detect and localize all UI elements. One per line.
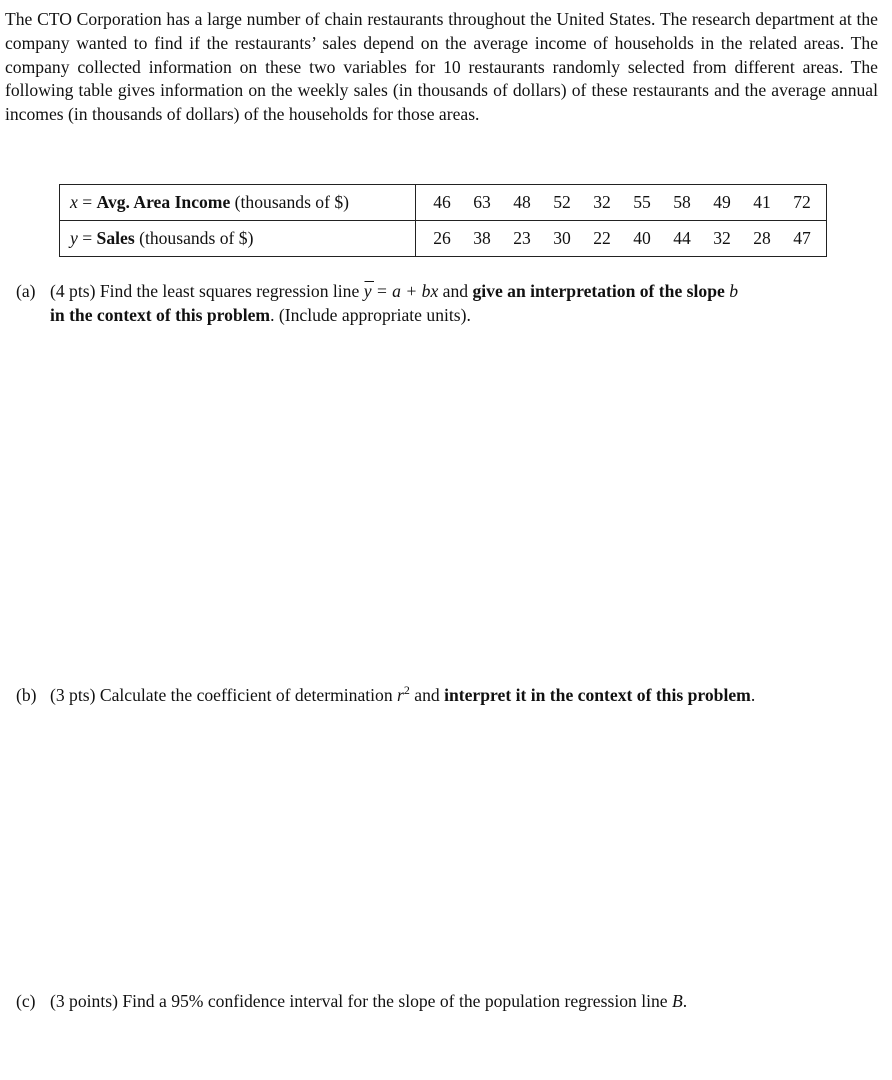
- question-a-marker: (a): [16, 281, 36, 301]
- question-b-marker: (b): [16, 685, 37, 705]
- question-a: [16, 280, 880, 328]
- income-value: 48: [502, 185, 542, 221]
- question-b-and: and: [409, 685, 445, 705]
- sales-label-unit: (thousands of $): [134, 228, 254, 248]
- sales-value: 30: [542, 221, 582, 257]
- table-row-sales: [60, 221, 827, 257]
- question-a-prompt: (4 pts) Find the least squares regression line: [50, 281, 364, 301]
- income-value: 72: [782, 185, 827, 221]
- question-b-bold-interpret: interpret it in the context of this problem: [444, 685, 751, 705]
- income-label-bold: Avg. Area Income: [96, 192, 231, 212]
- question-a-tail: . (Include appropriate units).: [270, 304, 471, 325]
- question-c-prompt: (3 points) Find a 95% confidence interval for the slope of the population regression line: [50, 991, 672, 1011]
- income-value: 58: [662, 185, 702, 221]
- income-value: 49: [702, 185, 742, 221]
- r-squared-exponent: 2: [403, 683, 410, 698]
- sales-value: 40: [622, 221, 662, 257]
- question-b-prompt: (3 pts) Calculate the coefficient of determination: [50, 685, 398, 705]
- regression-equation: = a + bx: [371, 281, 439, 301]
- sales-value: 26: [416, 221, 463, 257]
- income-value: 52: [542, 185, 582, 221]
- y-equals: =: [77, 228, 97, 248]
- question-a-and: and: [438, 281, 473, 301]
- sales-value: 38: [462, 221, 502, 257]
- question-a-bold-interpret: give an interpretation of the slope: [472, 281, 725, 301]
- y-hat-symbol: y: [364, 280, 372, 304]
- income-value: 55: [622, 185, 662, 221]
- income-value: 63: [462, 185, 502, 221]
- sales-value: 22: [582, 221, 622, 257]
- x-variable: x: [70, 192, 78, 212]
- question-c-tail: .: [682, 991, 688, 1011]
- sales-value: 32: [702, 221, 742, 257]
- question-b: [16, 684, 880, 708]
- question-b-tail: .: [750, 685, 756, 705]
- income-value: 32: [582, 185, 622, 221]
- question-a-bold-context: in the context of this problem: [50, 304, 271, 325]
- sales-value: 44: [662, 221, 702, 257]
- r-symbol: r: [397, 685, 404, 705]
- population-slope-symbol: B: [671, 991, 683, 1011]
- income-value: 46: [416, 185, 463, 221]
- sales-value: 28: [742, 221, 782, 257]
- slope-symbol: b: [724, 281, 738, 301]
- sales-row-label: [60, 221, 416, 257]
- data-table: [59, 184, 827, 257]
- sales-value: 23: [502, 221, 542, 257]
- sales-label-bold: Sales: [96, 228, 135, 248]
- question-c-marker: (c): [16, 991, 36, 1011]
- y-variable: y: [70, 228, 78, 248]
- sales-value: 47: [782, 221, 827, 257]
- question-c: [16, 990, 880, 1014]
- income-row-label: [60, 185, 416, 221]
- income-value: 41: [742, 185, 782, 221]
- intro-paragraph: The CTO Corporation has a large number of chain restaurants throughout the United States. The research department at the company wanted to find if the restaurants’ sales depend on the average income of households in the related areas. The company collected information on these two variables for 10 restaurants randomly selected from different areas. The following table gives information on the weekly sales (in thousands of dollars) of these restaurants and the average annual incomes (in thousands of dollars) of the households for those areas.: [5, 9, 878, 125]
- x-equals: =: [77, 192, 97, 212]
- income-label-unit: (thousands of $): [230, 192, 350, 212]
- table-row-income: [60, 185, 827, 221]
